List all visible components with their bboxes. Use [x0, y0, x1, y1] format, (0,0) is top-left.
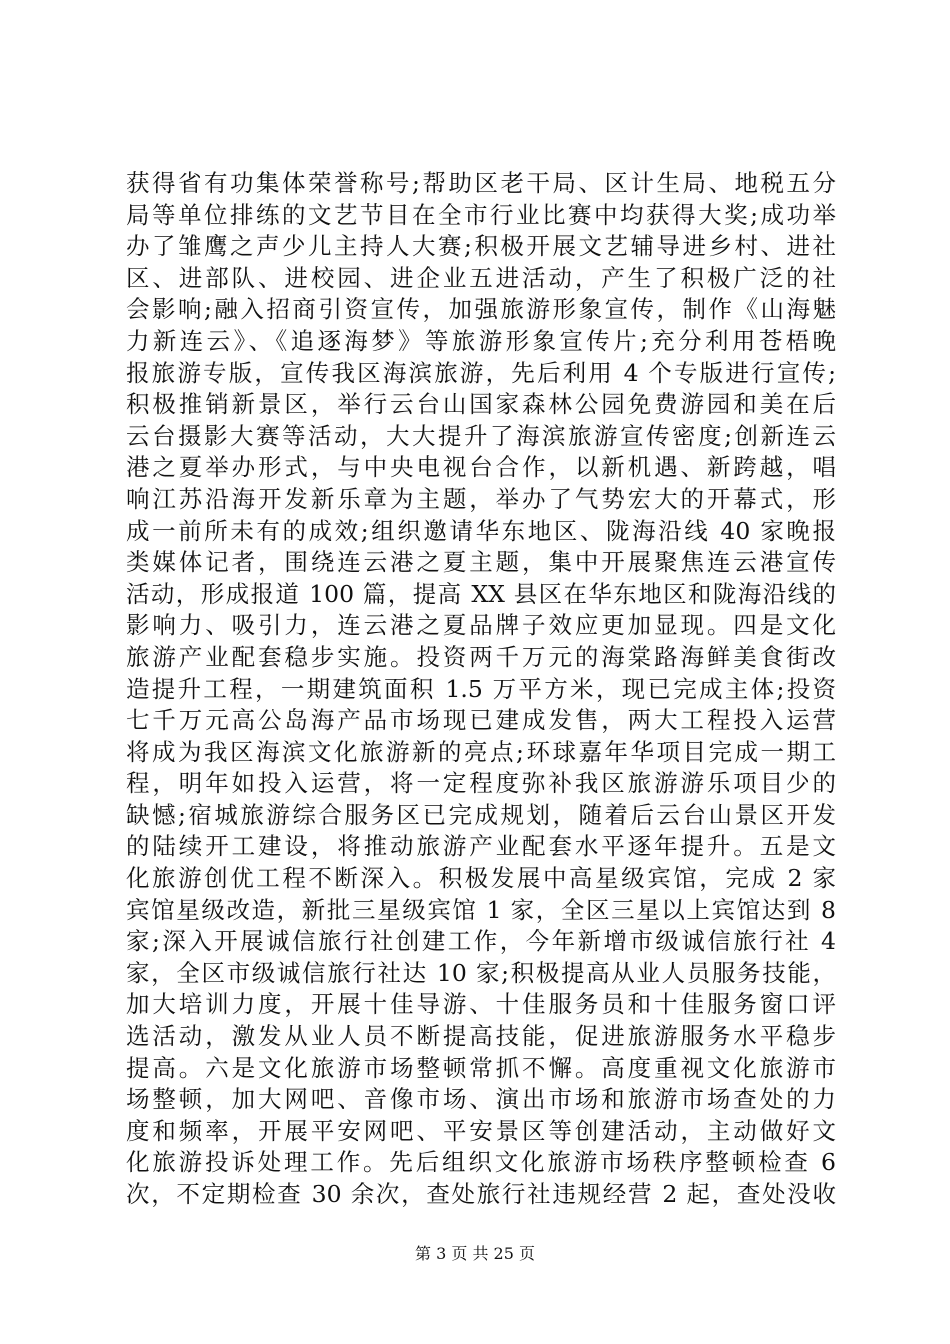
text-line: 度和频率，开展平安网吧、平安景区等创建活动，主动做好文: [126, 1116, 836, 1145]
text-line: 选活动，激发从业人员不断提高技能，促进旅游服务水平稳步: [126, 1022, 836, 1051]
text-line: 积极推销新景区，举行云台山国家森林公园免费游园和美在后: [126, 390, 836, 419]
text-line: 造提升工程，一期建筑面积 1.5 万平方米，现已完成主体;投资: [126, 674, 836, 703]
text-line: 局等单位排练的文艺节目在全市行业比赛中均获得大奖;成功举: [126, 200, 836, 229]
text-line: 家，全区市级诚信旅行社达 10 家;积极提高从业人员服务技能，: [126, 958, 836, 987]
text-line: 提高。六是文化旅游市场整顿常抓不懈。高度重视文化旅游市: [126, 1053, 836, 1082]
text-line: 化旅游投诉处理工作。先后组织文化旅游市场秩序整顿检查 6: [126, 1148, 836, 1177]
text-line: 家;深入开展诚信旅行社创建工作，今年新增市级诚信旅行社 4: [126, 927, 836, 956]
text-line: 力新连云》、《追逐海梦》等旅游形象宣传片;充分利用苍梧晚: [126, 326, 836, 355]
text-line: 化旅游创优工程不断深入。积极发展中高星级宾馆，完成 2 家: [126, 864, 836, 893]
text-line: 报旅游专版，宣传我区海滨旅游，先后利用 4 个专版进行宣传;: [126, 358, 836, 387]
text-line: 区、进部队、进校园、进企业五进活动，产生了积极广泛的社: [126, 263, 836, 292]
text-line: 场整顿，加大网吧、音像市场、演出市场和旅游市场查处的力: [126, 1085, 836, 1114]
text-line: 影响力、吸引力，连云港之夏品牌子效应更加显现。四是文化: [126, 611, 836, 640]
text-line: 加大培训力度，开展十佳导游、十佳服务员和十佳服务窗口评: [126, 990, 836, 1019]
text-line: 会影响;融入招商引资宣传，加强旅游形象宣传，制作《山海魅: [126, 295, 836, 324]
text-line: 响江苏沿海开发新乐章为主题，举办了气势宏大的开幕式，形: [126, 484, 836, 513]
text-line: 港之夏举办形式，与中央电视台合作，以新机遇、新跨越，唱: [126, 453, 836, 482]
text-line: 成一前所未有的成效;组织邀请华东地区、陇海沿线 40 家晚报: [126, 516, 836, 545]
text-line: 类媒体记者，围绕连云港之夏主题，集中开展聚焦连云港宣传: [126, 548, 836, 577]
text-line: 七千万元高公岛海产品市场现已建成发售，两大工程投入运营: [126, 706, 836, 735]
text-line: 的陆续开工建设，将推动旅游产业配套水平逐年提升。五是文: [126, 832, 836, 861]
text-line: 次，不定期检查 30 余次，查处旅行社违规经营 2 起，查处没收: [126, 1180, 836, 1208]
text-line: 云台摄影大赛等活动，大大提升了海滨旅游宣传密度;创新连云: [126, 421, 836, 450]
text-line: 宾馆星级改造，新批三星级宾馆 1 家，全区三星以上宾馆达到 8: [126, 895, 836, 924]
text-line: 程，明年如投入运营，将一定程度弥补我区旅游游乐项目少的: [126, 769, 836, 798]
text-line: 活动，形成报道 100 篇，提高 XX 县区在华东地区和陇海沿线的: [126, 579, 836, 608]
text-line: 旅游产业配套稳步实施。投资两千万元的海棠路海鲜美食街改: [126, 642, 836, 671]
text-line: 缺憾;宿城旅游综合服务区已完成规划，随着后云台山景区开发: [126, 800, 836, 829]
text-line: 获得省有功集体荣誉称号;帮助区老干局、区计生局、地税五分: [126, 169, 836, 197]
text-line: 办了雏鹰之声少儿主持人大赛;积极开展文艺辅导进乡村、进社: [126, 232, 836, 261]
page-number-footer: 第 3 页 共 25 页: [415, 1244, 535, 1263]
text-line: 将成为我区海滨文化旅游新的亮点;环球嘉年华项目完成一期工: [126, 737, 836, 766]
body-paragraph: [126, 168, 836, 1211]
